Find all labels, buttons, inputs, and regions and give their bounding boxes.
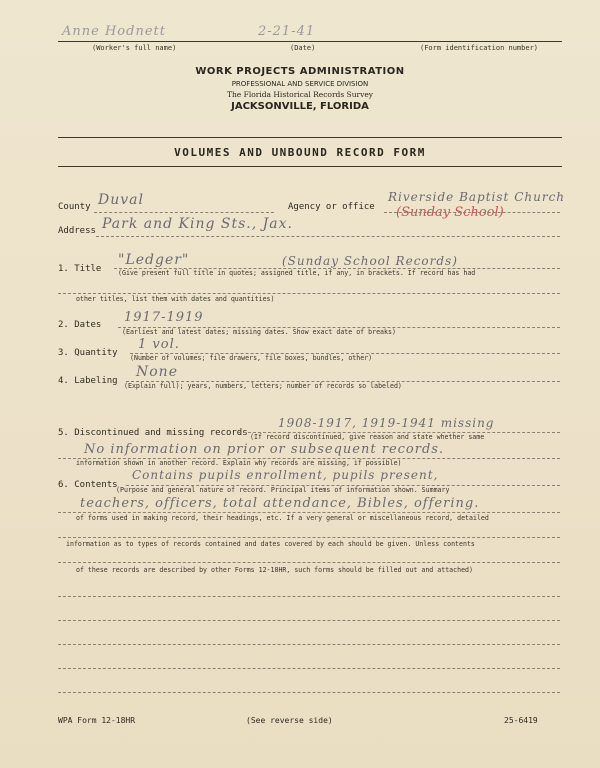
blank-line — [58, 644, 560, 645]
blank-line — [58, 668, 560, 669]
contents-value-2: teachers, officers, total attendance, Bibles, offering. — [80, 496, 480, 511]
contents-label: 6. Contents — [58, 480, 118, 490]
county-line — [94, 212, 274, 213]
labeling-value: None — [136, 364, 178, 380]
title-field-value-2: (Sunday School Records) — [282, 254, 458, 268]
worker-label: (Worker's full name) — [92, 44, 177, 52]
discontinued-instruction-1: (If record discontinued, give reason and state whether same — [250, 433, 485, 441]
blank-line — [58, 596, 560, 597]
title-instruction-1: (Give present full title in quotes; assigned title, if any, in brackets. If record has had — [118, 269, 476, 277]
dates-label: 2. Dates — [58, 320, 102, 330]
title-line-2 — [58, 293, 560, 294]
footer-code: 25-6419 — [504, 716, 538, 725]
quantity-instruction: (Number of volumes; file drawers, file boxes, bundles, other) — [130, 354, 373, 362]
county-value: Duval — [98, 192, 144, 208]
discontinued-value: 1908-1917, 1919-1941 missing — [278, 416, 495, 430]
agency-office-label: Agency or office — [288, 202, 375, 212]
labeling-label: 4. Labeling — [58, 376, 118, 386]
title-field-value: "Ledger" — [118, 252, 190, 268]
worker-name-value: Anne Hodnett — [62, 24, 166, 39]
contents-instruction-4: of these records are described by other Forms 12-18HR, such forms should be filled out and attached) — [76, 566, 473, 574]
dates-value: 1917-1919 — [124, 310, 204, 325]
address-label: Address — [58, 226, 96, 236]
contents-instruction-3: information as to types of records contained and dates covered by each should be given. Unless contents — [66, 540, 475, 548]
title-field-label: 1. Title — [58, 264, 102, 274]
contents-line-2 — [58, 512, 560, 513]
agency-office-note: (Sunday School) — [396, 205, 504, 220]
date-label: (Date) — [290, 44, 316, 52]
title-instruction-2: other titles, list them with dates and quantities) — [76, 295, 275, 303]
header-underline — [58, 41, 562, 42]
title-rule-top — [58, 137, 562, 138]
contents-line-3 — [58, 537, 560, 538]
discontinued-label: 5. Discontinued and missing records — [58, 428, 248, 438]
agency-office-line — [384, 212, 560, 213]
contents-instruction-2: of forms used in making record, their headings, etc. If a very general or miscellaneous record, detailed — [76, 514, 489, 522]
contents-instruction-1: (Purpose and general nature of record. Principal items of information shown. Summary — [116, 486, 450, 494]
agency-line-4: JACKSONVILLE, FLORIDA — [231, 101, 369, 112]
footer-reverse-note: (See reverse side) — [246, 716, 333, 725]
agency-line-1: WORK PROJECTS ADMINISTRATION — [195, 66, 405, 77]
quantity-label: 3. Quantity — [58, 348, 118, 358]
agency-office-value: Riverside Baptist Church — [388, 190, 566, 204]
form-id-label: (Form identification number) — [420, 44, 539, 52]
date-value: 2-21-41 — [258, 24, 316, 39]
discontinued-instruction-2: information shown in another record. Explain why records are missing, if possible) — [76, 459, 402, 467]
county-label: County — [58, 202, 91, 212]
contents-value: Contains pupils enrollment, pupils present, — [132, 468, 439, 482]
blank-line — [58, 620, 560, 621]
footer-form-number: WPA Form 12-18HR — [58, 716, 136, 725]
discontinued-value-2: No information on prior or subsequent records. — [84, 442, 445, 457]
address-line — [96, 236, 560, 237]
agency-line-2: PROFESSIONAL AND SERVICE DIVISION — [231, 80, 369, 88]
labeling-instruction: (Explain full); years, numbers, letters; number of records so labeled) — [124, 382, 402, 390]
contents-line-4 — [58, 562, 560, 563]
quantity-value: 1 vol. — [138, 337, 180, 352]
dates-instruction: (Earliest and latest dates; missing dates. Show exact date of breaks) — [122, 328, 396, 336]
agency-line-3: The Florida Historical Records Survey — [226, 90, 374, 99]
address-value: Park and King Sts., Jax. — [102, 216, 293, 232]
title-rule-bottom — [58, 166, 562, 167]
form-title: VOLUMES AND UNBOUND RECORD FORM — [174, 146, 426, 159]
blank-line — [58, 692, 560, 693]
